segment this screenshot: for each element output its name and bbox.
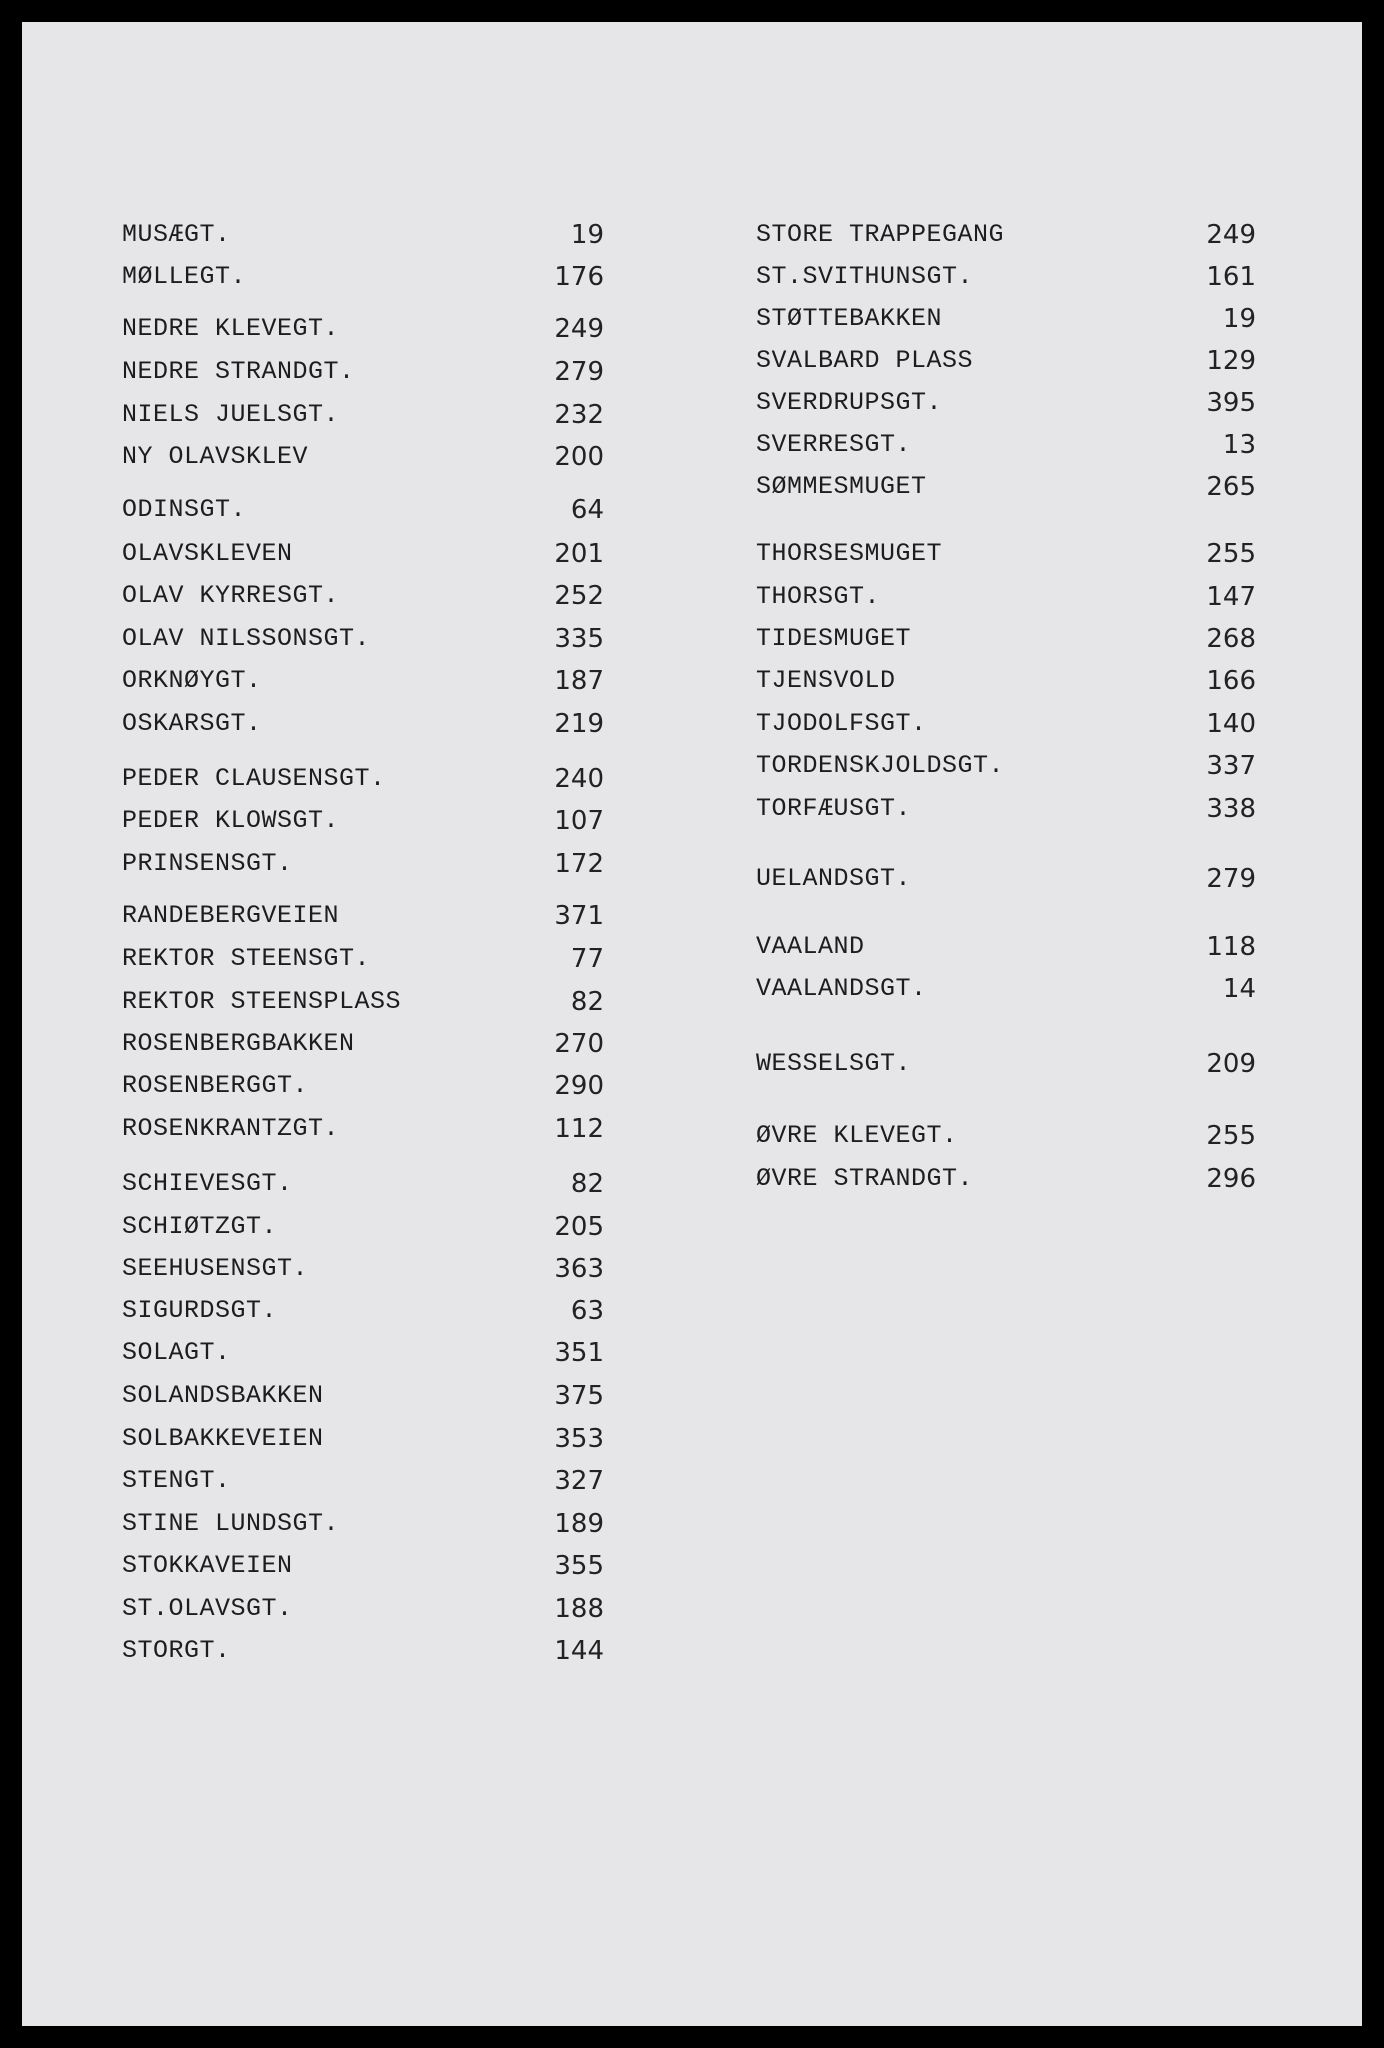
page-number: 205 xyxy=(554,1212,604,1242)
street-name: TORFÆUSGT. xyxy=(756,794,912,823)
index-entry xyxy=(122,1069,604,1103)
street-name: NEDRE STRANDGT. xyxy=(122,357,355,386)
index-entry xyxy=(122,1294,604,1328)
street-name: SCHIØTZGT. xyxy=(122,1212,278,1241)
street-name: OLAV NILSSONSGT. xyxy=(122,624,371,653)
page-number: 249 xyxy=(1206,220,1256,250)
index-entry xyxy=(756,749,1256,783)
index-entry xyxy=(756,470,1256,504)
street-name: OLAVSKLEVEN xyxy=(122,539,293,568)
index-entry xyxy=(122,1336,604,1370)
page-number: 147 xyxy=(1206,582,1256,612)
index-entry xyxy=(756,580,1256,614)
page-number: 19 xyxy=(1222,304,1256,334)
index-entry xyxy=(122,1112,604,1146)
page-number: 335 xyxy=(554,624,604,654)
index-entry xyxy=(122,1252,604,1286)
street-name: ST.OLAVSGT. xyxy=(122,1594,293,1623)
street-name: ROSENKRANTZGT. xyxy=(122,1114,340,1143)
page-number: 255 xyxy=(1206,539,1256,569)
page-number: 371 xyxy=(554,901,604,931)
street-name: SØMMESMUGET xyxy=(756,472,927,501)
page-number: 240 xyxy=(554,764,604,794)
page-number: 14 xyxy=(1222,974,1256,1004)
page-number: 232 xyxy=(554,400,604,430)
street-name: NIELS JUELSGT. xyxy=(122,400,340,429)
index-entry xyxy=(122,493,604,527)
index-entry xyxy=(122,1592,604,1626)
index-entry xyxy=(122,942,604,976)
index-entry xyxy=(756,622,1256,656)
page-number: 187 xyxy=(554,666,604,696)
street-name: TJODOLFSGT. xyxy=(756,709,927,738)
page-number: 268 xyxy=(1206,624,1256,654)
index-entry xyxy=(122,622,604,656)
street-name: SOLAGT. xyxy=(122,1338,231,1367)
street-name: STOKKAVEIEN xyxy=(122,1551,293,1580)
page-number: 82 xyxy=(570,987,604,1017)
street-name: TORDENSKJOLDSGT. xyxy=(756,751,1005,780)
page-number: 112 xyxy=(554,1114,604,1144)
street-name: SEEHUSENSGT. xyxy=(122,1254,309,1283)
index-entry xyxy=(756,218,1256,252)
street-name: SIGURDSGT. xyxy=(122,1296,278,1325)
index-entry xyxy=(122,260,604,294)
page-number: 129 xyxy=(1206,346,1256,376)
index-entry xyxy=(756,386,1256,420)
street-name: THORSGT. xyxy=(756,582,881,611)
street-name: SOLBAKKEVEIEN xyxy=(122,1424,324,1453)
page-number: 249 xyxy=(554,314,604,344)
street-name: ORKNØYGT. xyxy=(122,666,262,695)
street-name: TJENSVOLD xyxy=(756,666,896,695)
page-number: 13 xyxy=(1222,430,1256,460)
street-name: STORGT. xyxy=(122,1636,231,1665)
page-number: 161 xyxy=(1206,262,1256,292)
index-entry xyxy=(756,930,1256,964)
page-number: 351 xyxy=(554,1338,604,1368)
page-number: 176 xyxy=(554,262,604,292)
index-entry xyxy=(756,302,1256,336)
page-number: 255 xyxy=(1206,1121,1256,1151)
page-number: 77 xyxy=(570,944,604,974)
index-entry xyxy=(756,707,1256,741)
index-entry xyxy=(122,1549,604,1583)
page-number: 337 xyxy=(1206,751,1256,781)
street-name: VAALANDSGT. xyxy=(756,974,927,1003)
street-name: SVERDRUPSGT. xyxy=(756,388,943,417)
page-number: 82 xyxy=(570,1169,604,1199)
street-name: STØTTEBAKKEN xyxy=(756,304,943,333)
page-number: 189 xyxy=(554,1509,604,1539)
page-number: 188 xyxy=(554,1594,604,1624)
document-page xyxy=(22,22,1362,2026)
street-name: OSKARSGT. xyxy=(122,709,262,738)
page-number: 64 xyxy=(570,495,604,525)
street-name: ROSENBERGBAKKEN xyxy=(122,1029,355,1058)
page-number: 363 xyxy=(554,1254,604,1284)
street-name: UELANDSGT. xyxy=(756,864,912,893)
page-number: 395 xyxy=(1206,388,1256,418)
page-number: 166 xyxy=(1206,666,1256,696)
index-entry xyxy=(122,1464,604,1498)
index-entry xyxy=(122,1027,604,1061)
index-entry xyxy=(122,1422,604,1456)
index-entry xyxy=(122,1507,604,1541)
page-number: 200 xyxy=(554,442,604,472)
street-name: WESSELSGT. xyxy=(756,1049,912,1078)
index-entry xyxy=(122,440,604,474)
street-name: SCHIEVESGT. xyxy=(122,1169,293,1198)
page-number: 19 xyxy=(570,220,604,250)
street-name: SOLANDSBAKKEN xyxy=(122,1381,324,1410)
index-entry xyxy=(756,792,1256,826)
index-entry xyxy=(122,1210,604,1244)
page-number: 355 xyxy=(554,1551,604,1581)
index-entry xyxy=(756,862,1256,896)
page-number: 219 xyxy=(554,709,604,739)
index-entry xyxy=(122,804,604,838)
index-entry xyxy=(756,537,1256,571)
street-name: PEDER KLOWSGT. xyxy=(122,806,340,835)
street-name: ØVRE STRANDGT. xyxy=(756,1164,974,1193)
index-entry xyxy=(122,707,604,741)
page-number: 201 xyxy=(554,539,604,569)
index-entry xyxy=(756,344,1256,378)
street-name: SVALBARD PLASS xyxy=(756,346,974,375)
street-name: ST.SVITHUNSGT. xyxy=(756,262,974,291)
street-name: THORSESMUGET xyxy=(756,539,943,568)
index-entry xyxy=(756,1119,1256,1153)
street-name: TIDESMUGET xyxy=(756,624,912,653)
street-name: RANDEBERGVEIEN xyxy=(122,901,340,930)
street-name: STORE TRAPPEGANG xyxy=(756,220,1005,249)
page-number: 279 xyxy=(554,357,604,387)
index-entry xyxy=(756,260,1256,294)
page-number: 63 xyxy=(570,1296,604,1326)
street-name: PEDER CLAUSENSGT. xyxy=(122,764,386,793)
street-name: NEDRE KLEVEGT. xyxy=(122,314,340,343)
page-number: 296 xyxy=(1206,1164,1256,1194)
index-entry xyxy=(122,985,604,1019)
index-entry xyxy=(756,1162,1256,1196)
index-entry xyxy=(756,972,1256,1006)
index-entry xyxy=(756,1047,1256,1081)
street-name: ØVRE KLEVEGT. xyxy=(756,1121,958,1150)
index-entry xyxy=(122,1634,604,1668)
street-name: MØLLEGT. xyxy=(122,262,247,291)
street-name: NY OLAVSKLEV xyxy=(122,442,309,471)
page-number: 252 xyxy=(554,581,604,611)
street-name: ODINSGT. xyxy=(122,495,247,524)
index-entry xyxy=(756,428,1256,462)
street-name: SVERRESGT. xyxy=(756,430,912,459)
page-number: 209 xyxy=(1206,1049,1256,1079)
index-entry xyxy=(122,579,604,613)
page-number: 338 xyxy=(1206,794,1256,824)
index-entry xyxy=(122,762,604,796)
page-number: 118 xyxy=(1206,932,1256,962)
street-name: MUSÆGT. xyxy=(122,220,231,249)
street-name: STINE LUNDSGT. xyxy=(122,1509,340,1538)
index-entry xyxy=(122,355,604,389)
index-entry xyxy=(122,398,604,432)
index-entry xyxy=(756,664,1256,698)
index-entry xyxy=(122,847,604,881)
page-number: 144 xyxy=(554,1636,604,1666)
page-number: 375 xyxy=(554,1381,604,1411)
index-entry xyxy=(122,218,604,252)
street-name: ROSENBERGGT. xyxy=(122,1071,309,1100)
page-number: 270 xyxy=(554,1029,604,1059)
page-number: 290 xyxy=(554,1071,604,1101)
page-number: 279 xyxy=(1206,864,1256,894)
index-entry xyxy=(122,312,604,346)
page-number: 265 xyxy=(1206,472,1256,502)
index-entry xyxy=(122,537,604,571)
street-name: REKTOR STEENSPLASS xyxy=(122,987,402,1016)
index-entry xyxy=(122,664,604,698)
page-number: 107 xyxy=(554,806,604,836)
index-entry xyxy=(122,1167,604,1201)
index-entry xyxy=(122,899,604,933)
page-number: 327 xyxy=(554,1466,604,1496)
street-name: STENGT. xyxy=(122,1466,231,1495)
index-entry xyxy=(122,1379,604,1413)
page-number: 172 xyxy=(554,849,604,879)
street-name: PRINSENSGT. xyxy=(122,849,293,878)
page-number: 140 xyxy=(1206,709,1256,739)
street-name: OLAV KYRRESGT. xyxy=(122,581,340,610)
street-name: VAALAND xyxy=(756,932,865,961)
street-name: REKTOR STEENSGT. xyxy=(122,944,371,973)
page-number: 353 xyxy=(554,1424,604,1454)
